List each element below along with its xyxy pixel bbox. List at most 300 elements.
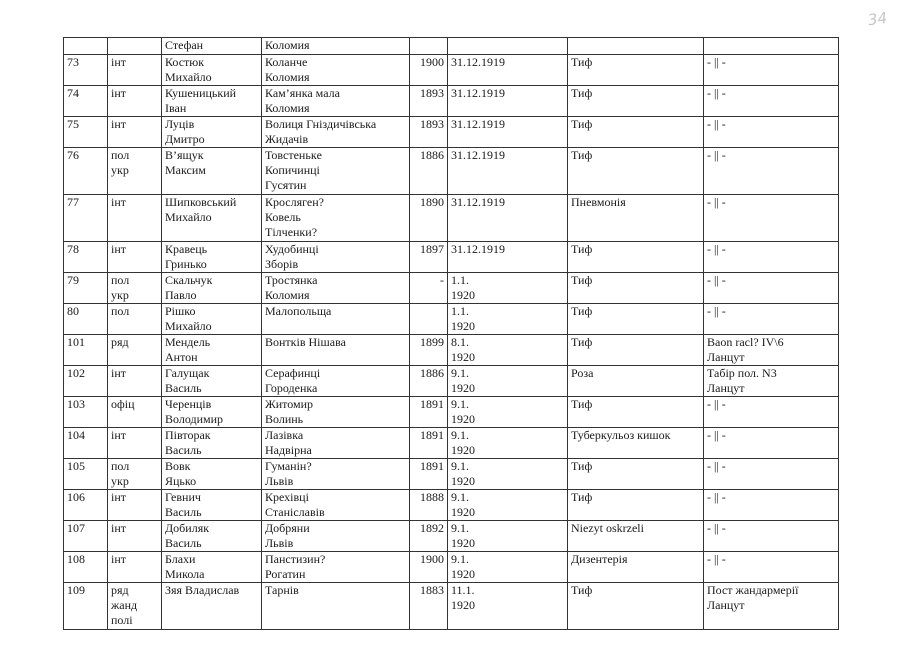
birthplace-line: Львів bbox=[265, 536, 294, 550]
row-number-cell: 107 bbox=[64, 521, 108, 552]
unit-note-cell bbox=[704, 38, 839, 55]
birth-year-cell: 1891 bbox=[410, 428, 448, 459]
rank-cell bbox=[108, 304, 162, 335]
person-name-cell bbox=[162, 366, 262, 397]
person-name-line: Антон bbox=[165, 350, 198, 364]
death-date-line: 1920 bbox=[451, 567, 475, 581]
rank-cell bbox=[108, 273, 162, 304]
birth-year-cell: 1886 bbox=[410, 366, 448, 397]
person-name-line: Стефан bbox=[165, 38, 204, 52]
row-number-cell: 105 bbox=[64, 459, 108, 490]
birthplace-line: Коломия bbox=[265, 288, 310, 302]
rank-line: інт bbox=[111, 428, 126, 442]
birthplace-line: Житомир bbox=[265, 397, 314, 411]
table-row bbox=[64, 397, 839, 428]
unit-note-cell bbox=[704, 273, 839, 304]
birth-year-cell bbox=[410, 38, 448, 55]
birthplace-line: Копичинці bbox=[265, 163, 320, 177]
table-row bbox=[64, 552, 839, 583]
birthplace-line: Лазівка bbox=[265, 428, 304, 442]
rank-line: пол bbox=[111, 148, 130, 162]
death-date-line: 31.12.1919 bbox=[451, 117, 505, 131]
person-name-cell bbox=[162, 552, 262, 583]
birthplace-line: Коломия bbox=[265, 38, 310, 52]
birthplace-cell bbox=[262, 273, 410, 304]
birthplace-cell bbox=[262, 117, 410, 148]
birthplace-line: Жидачів bbox=[265, 132, 309, 146]
death-date-line: 1.1. bbox=[451, 304, 469, 318]
birth-year-cell: 1900 bbox=[410, 55, 448, 86]
death-date-cell bbox=[448, 148, 568, 195]
death-date-cell bbox=[448, 459, 568, 490]
person-name-line: Луців bbox=[165, 117, 195, 131]
death-date-cell bbox=[448, 273, 568, 304]
table-row bbox=[64, 366, 839, 397]
death-date-line: 1920 bbox=[451, 412, 475, 426]
unit-note-line: - || - bbox=[707, 304, 726, 318]
unit-note-cell bbox=[704, 521, 839, 552]
birthplace-line: Рогатин bbox=[265, 567, 306, 581]
table-row bbox=[64, 242, 839, 273]
unit-note-cell bbox=[704, 366, 839, 397]
birthplace-cell bbox=[262, 397, 410, 428]
death-date-line: 31.12.1919 bbox=[451, 148, 505, 162]
unit-note-cell bbox=[704, 304, 839, 335]
person-name-cell bbox=[162, 490, 262, 521]
birth-year-cell: 1886 bbox=[410, 148, 448, 195]
person-name-line: Півторак bbox=[165, 428, 211, 442]
table-row bbox=[64, 521, 839, 552]
birthplace-cell bbox=[262, 38, 410, 55]
person-name-line: Максим bbox=[165, 163, 206, 177]
table-row bbox=[64, 195, 839, 242]
cause-of-death-cell: Тиф bbox=[568, 242, 704, 273]
birthplace-line: Зборів bbox=[265, 257, 299, 271]
birthplace-line: Кросляген? bbox=[265, 195, 324, 209]
person-name-line: Галущак bbox=[165, 366, 210, 380]
person-name-line: Василь bbox=[165, 536, 202, 550]
person-name-line: Кравець bbox=[165, 242, 208, 256]
unit-note-line: Ланцут bbox=[707, 598, 745, 612]
death-date-line: 9.1. bbox=[451, 552, 469, 566]
death-date-line: 9.1. bbox=[451, 428, 469, 442]
death-date-line: 1920 bbox=[451, 505, 475, 519]
rank-cell bbox=[108, 428, 162, 459]
rank-line: інт bbox=[111, 55, 126, 69]
unit-note-cell bbox=[704, 583, 839, 630]
table-row bbox=[64, 583, 839, 630]
unit-note-line: Ланцут bbox=[707, 381, 745, 395]
unit-note-cell bbox=[704, 86, 839, 117]
death-date-line: 1920 bbox=[451, 288, 475, 302]
birthplace-line: Коланче bbox=[265, 55, 308, 69]
death-date-line: 11.1. bbox=[451, 583, 475, 597]
table-row bbox=[64, 38, 839, 55]
unit-note-cell bbox=[704, 148, 839, 195]
death-date-cell bbox=[448, 195, 568, 242]
rank-line: інт bbox=[111, 117, 126, 131]
row-number-cell: 73 bbox=[64, 55, 108, 86]
unit-note-line: - || - bbox=[707, 86, 726, 100]
birthplace-line: Гусятин bbox=[265, 178, 307, 192]
person-name-line: Михайло bbox=[165, 319, 212, 333]
table-row bbox=[64, 304, 839, 335]
death-date-line: 9.1. bbox=[451, 521, 469, 535]
unit-note-cell bbox=[704, 397, 839, 428]
person-name-cell bbox=[162, 242, 262, 273]
table-row bbox=[64, 273, 839, 304]
table-row bbox=[64, 335, 839, 366]
unit-note-line: - || - bbox=[707, 490, 726, 504]
birth-year-cell: 1891 bbox=[410, 397, 448, 428]
unit-note-cell bbox=[704, 490, 839, 521]
birthplace-line: Волинь bbox=[265, 412, 304, 426]
row-number-cell: 77 bbox=[64, 195, 108, 242]
cause-of-death-cell: Пневмонія bbox=[568, 195, 704, 242]
birthplace-cell bbox=[262, 242, 410, 273]
death-date-line: 31.12.1919 bbox=[451, 195, 505, 209]
birthplace-cell bbox=[262, 521, 410, 552]
row-number-cell: 75 bbox=[64, 117, 108, 148]
rank-cell bbox=[108, 195, 162, 242]
birthplace-line: Добряни bbox=[265, 521, 310, 535]
row-number-cell: 76 bbox=[64, 148, 108, 195]
birthplace-line: Надвірна bbox=[265, 443, 312, 457]
person-name-line: Михайло bbox=[165, 210, 212, 224]
rank-cell bbox=[108, 490, 162, 521]
unit-note-cell bbox=[704, 117, 839, 148]
rank-line: інт bbox=[111, 86, 126, 100]
person-name-line: Шипковський bbox=[165, 195, 237, 209]
person-name-cell bbox=[162, 459, 262, 490]
person-name-line: Микола bbox=[165, 567, 205, 581]
death-date-line: 31.12.1919 bbox=[451, 242, 505, 256]
death-date-cell bbox=[448, 335, 568, 366]
birthplace-line: Гуманін? bbox=[265, 459, 312, 473]
cause-of-death-cell: Дизентерія bbox=[568, 552, 704, 583]
death-date-cell bbox=[448, 583, 568, 630]
unit-note-cell bbox=[704, 55, 839, 86]
unit-note-line: - || - bbox=[707, 117, 726, 131]
rank-line: укр bbox=[111, 163, 129, 177]
row-number-cell: 109 bbox=[64, 583, 108, 630]
death-date-cell bbox=[448, 366, 568, 397]
cause-of-death-cell: Тиф bbox=[568, 459, 704, 490]
cause-of-death-cell: Niezyt oskrzeli bbox=[568, 521, 704, 552]
rank-cell bbox=[108, 38, 162, 55]
birth-year-cell: 1891 bbox=[410, 459, 448, 490]
person-name-line: Василь bbox=[165, 505, 202, 519]
death-date-line: 1920 bbox=[451, 536, 475, 550]
death-date-line: 9.1. bbox=[451, 366, 469, 380]
table-row bbox=[64, 86, 839, 117]
birthplace-line: Тілченки? bbox=[265, 225, 318, 239]
birth-year-cell: 1897 bbox=[410, 242, 448, 273]
death-date-cell bbox=[448, 552, 568, 583]
death-date-cell bbox=[448, 428, 568, 459]
unit-note-cell bbox=[704, 428, 839, 459]
row-number-cell: 104 bbox=[64, 428, 108, 459]
rank-line: укр bbox=[111, 288, 129, 302]
row-number-cell: 102 bbox=[64, 366, 108, 397]
person-name-line: Черенців bbox=[165, 397, 212, 411]
birthplace-cell bbox=[262, 366, 410, 397]
death-date-line: 31.12.1919 bbox=[451, 86, 505, 100]
birthplace-cell bbox=[262, 304, 410, 335]
birthplace-cell bbox=[262, 459, 410, 490]
row-number-cell: 103 bbox=[64, 397, 108, 428]
person-name-cell bbox=[162, 86, 262, 117]
person-name-cell bbox=[162, 117, 262, 148]
birthplace-cell bbox=[262, 195, 410, 242]
death-date-cell bbox=[448, 55, 568, 86]
death-date-cell bbox=[448, 38, 568, 55]
person-name-cell bbox=[162, 397, 262, 428]
unit-note-line: - || - bbox=[707, 148, 726, 162]
birthplace-line: Вонтків Нішава bbox=[265, 335, 346, 349]
unit-note-line: - || - bbox=[707, 521, 726, 535]
rank-cell bbox=[108, 583, 162, 630]
birthplace-cell bbox=[262, 428, 410, 459]
death-date-line: 9.1. bbox=[451, 397, 469, 411]
rank-line: ряд bbox=[111, 335, 129, 349]
rank-cell bbox=[108, 55, 162, 86]
table-row bbox=[64, 55, 839, 86]
birth-year-cell bbox=[410, 304, 448, 335]
row-number-cell: 101 bbox=[64, 335, 108, 366]
unit-note-cell bbox=[704, 552, 839, 583]
person-name-cell bbox=[162, 55, 262, 86]
person-name-line: Рішко bbox=[165, 304, 196, 318]
person-name-line: Блахи bbox=[165, 552, 196, 566]
death-date-line: 1920 bbox=[451, 381, 475, 395]
birthplace-line: Ковель bbox=[265, 210, 301, 224]
unit-note-line: Табір пол. N3 bbox=[707, 366, 777, 380]
death-date-cell bbox=[448, 521, 568, 552]
row-number-cell: 108 bbox=[64, 552, 108, 583]
cause-of-death-cell: Тиф bbox=[568, 86, 704, 117]
rank-line: інт bbox=[111, 242, 126, 256]
person-name-line: В’ящук bbox=[165, 148, 204, 162]
death-date-cell bbox=[448, 242, 568, 273]
death-date-line: 8.1. bbox=[451, 335, 469, 349]
rank-cell bbox=[108, 242, 162, 273]
person-name-line: Добиляк bbox=[165, 521, 210, 535]
death-date-cell bbox=[448, 304, 568, 335]
person-name-cell bbox=[162, 521, 262, 552]
death-date-line: 1920 bbox=[451, 443, 475, 457]
birth-year-cell: 1893 bbox=[410, 117, 448, 148]
unit-note-cell bbox=[704, 335, 839, 366]
cause-of-death-cell: Туберкульоз кишок bbox=[568, 428, 704, 459]
death-date-line: 1920 bbox=[451, 350, 475, 364]
death-date-line: 1920 bbox=[451, 474, 475, 488]
birth-year-cell: 1893 bbox=[410, 86, 448, 117]
unit-note-line: - || - bbox=[707, 552, 726, 566]
unit-note-cell bbox=[704, 242, 839, 273]
birthplace-line: Коломия bbox=[265, 70, 310, 84]
person-name-cell bbox=[162, 195, 262, 242]
death-date-cell bbox=[448, 86, 568, 117]
birthplace-cell bbox=[262, 55, 410, 86]
person-name-cell bbox=[162, 148, 262, 195]
rank-cell bbox=[108, 552, 162, 583]
unit-note-cell bbox=[704, 459, 839, 490]
rank-cell bbox=[108, 521, 162, 552]
birth-year-cell: 1900 bbox=[410, 552, 448, 583]
unit-note-line: - || - bbox=[707, 459, 726, 473]
rank-line: полі bbox=[111, 613, 133, 627]
birthplace-line: Львів bbox=[265, 474, 294, 488]
death-date-cell bbox=[448, 490, 568, 521]
row-number-cell: 80 bbox=[64, 304, 108, 335]
cause-of-death-cell: Тиф bbox=[568, 335, 704, 366]
person-name-line: Гринько bbox=[165, 257, 207, 271]
person-name-cell bbox=[162, 583, 262, 630]
birthplace-line: Худобинці bbox=[265, 242, 319, 256]
birthplace-cell bbox=[262, 552, 410, 583]
rank-cell bbox=[108, 148, 162, 195]
birthplace-line: Городенка bbox=[265, 381, 318, 395]
burial-register-table bbox=[63, 37, 839, 630]
row-number-cell: 106 bbox=[64, 490, 108, 521]
person-name-line: Скальчук bbox=[165, 273, 213, 287]
rank-line: інт bbox=[111, 490, 126, 504]
rank-line: інт bbox=[111, 521, 126, 535]
birthplace-cell bbox=[262, 583, 410, 630]
table-row bbox=[64, 428, 839, 459]
person-name-line: Дмитро bbox=[165, 132, 205, 146]
unit-note-line: Пост жандармерії bbox=[707, 583, 799, 597]
row-number-cell: 79 bbox=[64, 273, 108, 304]
death-date-line: 9.1. bbox=[451, 459, 469, 473]
birthplace-line: Панстизин? bbox=[265, 552, 326, 566]
birthplace-line: Тарнів bbox=[265, 583, 299, 597]
rank-line: пол bbox=[111, 459, 130, 473]
rank-line: інт bbox=[111, 195, 126, 209]
person-name-line: Костюк bbox=[165, 55, 205, 69]
birth-year-cell: - bbox=[410, 273, 448, 304]
person-name-line: Мендель bbox=[165, 335, 211, 349]
page-number: 34 bbox=[866, 8, 889, 30]
birthplace-line: Малопольща bbox=[265, 304, 332, 318]
birth-year-cell: 1890 bbox=[410, 195, 448, 242]
rank-line: укр bbox=[111, 474, 129, 488]
birth-year-cell: 1892 bbox=[410, 521, 448, 552]
person-name-cell bbox=[162, 304, 262, 335]
rank-cell bbox=[108, 117, 162, 148]
death-date-cell bbox=[448, 397, 568, 428]
unit-note-line: Baon racl? IV\6 bbox=[707, 335, 784, 349]
person-name-line: Іван bbox=[165, 101, 187, 115]
birthplace-cell bbox=[262, 335, 410, 366]
person-name-line: Василь bbox=[165, 381, 202, 395]
unit-note-line: - || - bbox=[707, 397, 726, 411]
table-row bbox=[64, 459, 839, 490]
person-name-line: Володимир bbox=[165, 412, 224, 426]
birthplace-line: Тростянка bbox=[265, 273, 318, 287]
row-number-cell: 74 bbox=[64, 86, 108, 117]
birthplace-line: Кам’янка мала bbox=[265, 86, 340, 100]
birthplace-line: Крехівці bbox=[265, 490, 309, 504]
birth-year-cell: 1883 bbox=[410, 583, 448, 630]
person-name-line: Гевнич bbox=[165, 490, 201, 504]
row-number-cell: 78 bbox=[64, 242, 108, 273]
cause-of-death-cell: Тиф bbox=[568, 117, 704, 148]
birth-year-cell: 1888 bbox=[410, 490, 448, 521]
rank-line: інт bbox=[111, 552, 126, 566]
death-date-line: 1920 bbox=[451, 319, 475, 333]
cause-of-death-cell: Тиф bbox=[568, 397, 704, 428]
death-date-cell bbox=[448, 117, 568, 148]
birthplace-line: Серафинці bbox=[265, 366, 321, 380]
person-name-line: Михайло bbox=[165, 70, 212, 84]
unit-note-line: - || - bbox=[707, 195, 726, 209]
table-row bbox=[64, 148, 839, 195]
person-name-line: Яцько bbox=[165, 474, 197, 488]
unit-note-line: - || - bbox=[707, 428, 726, 442]
person-name-line: Василь bbox=[165, 443, 202, 457]
death-date-line: 1920 bbox=[451, 598, 475, 612]
table-row bbox=[64, 490, 839, 521]
unit-note-line: - || - bbox=[707, 242, 726, 256]
cause-of-death-cell: Тиф bbox=[568, 148, 704, 195]
rank-cell bbox=[108, 86, 162, 117]
cause-of-death-cell: Тиф bbox=[568, 490, 704, 521]
person-name-cell bbox=[162, 38, 262, 55]
birthplace-line: Волиця Гніздичівська bbox=[265, 117, 377, 131]
person-name-line: Зяя Владислав bbox=[165, 583, 240, 597]
cause-of-death-cell bbox=[568, 38, 704, 55]
death-date-line: 9.1. bbox=[451, 490, 469, 504]
table-body bbox=[64, 38, 839, 630]
birth-year-cell: 1899 bbox=[410, 335, 448, 366]
unit-note-line: - || - bbox=[707, 273, 726, 287]
rank-line: пол bbox=[111, 273, 130, 287]
birthplace-cell bbox=[262, 148, 410, 195]
birthplace-line: Коломия bbox=[265, 101, 310, 115]
person-name-cell bbox=[162, 273, 262, 304]
person-name-line: Вовк bbox=[165, 459, 191, 473]
unit-note-cell bbox=[704, 195, 839, 242]
person-name-cell bbox=[162, 428, 262, 459]
cause-of-death-cell: Тиф bbox=[568, 583, 704, 630]
death-date-line: 31.12.1919 bbox=[451, 55, 505, 69]
birthplace-line: Станіславів bbox=[265, 505, 325, 519]
cause-of-death-cell: Роза bbox=[568, 366, 704, 397]
rank-line: пол bbox=[111, 304, 130, 318]
table-row bbox=[64, 117, 839, 148]
rank-cell bbox=[108, 335, 162, 366]
person-name-line: Кушеницький bbox=[165, 86, 237, 100]
birthplace-line: Товстенькe bbox=[265, 148, 322, 162]
cause-of-death-cell: Тиф bbox=[568, 304, 704, 335]
cause-of-death-cell: Тиф bbox=[568, 273, 704, 304]
rank-line: жанд bbox=[111, 598, 138, 612]
row-number-cell bbox=[64, 38, 108, 55]
cause-of-death-cell: Тиф bbox=[568, 55, 704, 86]
unit-note-line: - || - bbox=[707, 55, 726, 69]
death-date-line: 1.1. bbox=[451, 273, 469, 287]
rank-cell bbox=[108, 459, 162, 490]
rank-cell bbox=[108, 366, 162, 397]
rank-cell bbox=[108, 397, 162, 428]
person-name-cell bbox=[162, 335, 262, 366]
birthplace-cell bbox=[262, 86, 410, 117]
rank-line: офіц bbox=[111, 397, 135, 411]
unit-note-line: Ланцут bbox=[707, 350, 745, 364]
birthplace-cell bbox=[262, 490, 410, 521]
